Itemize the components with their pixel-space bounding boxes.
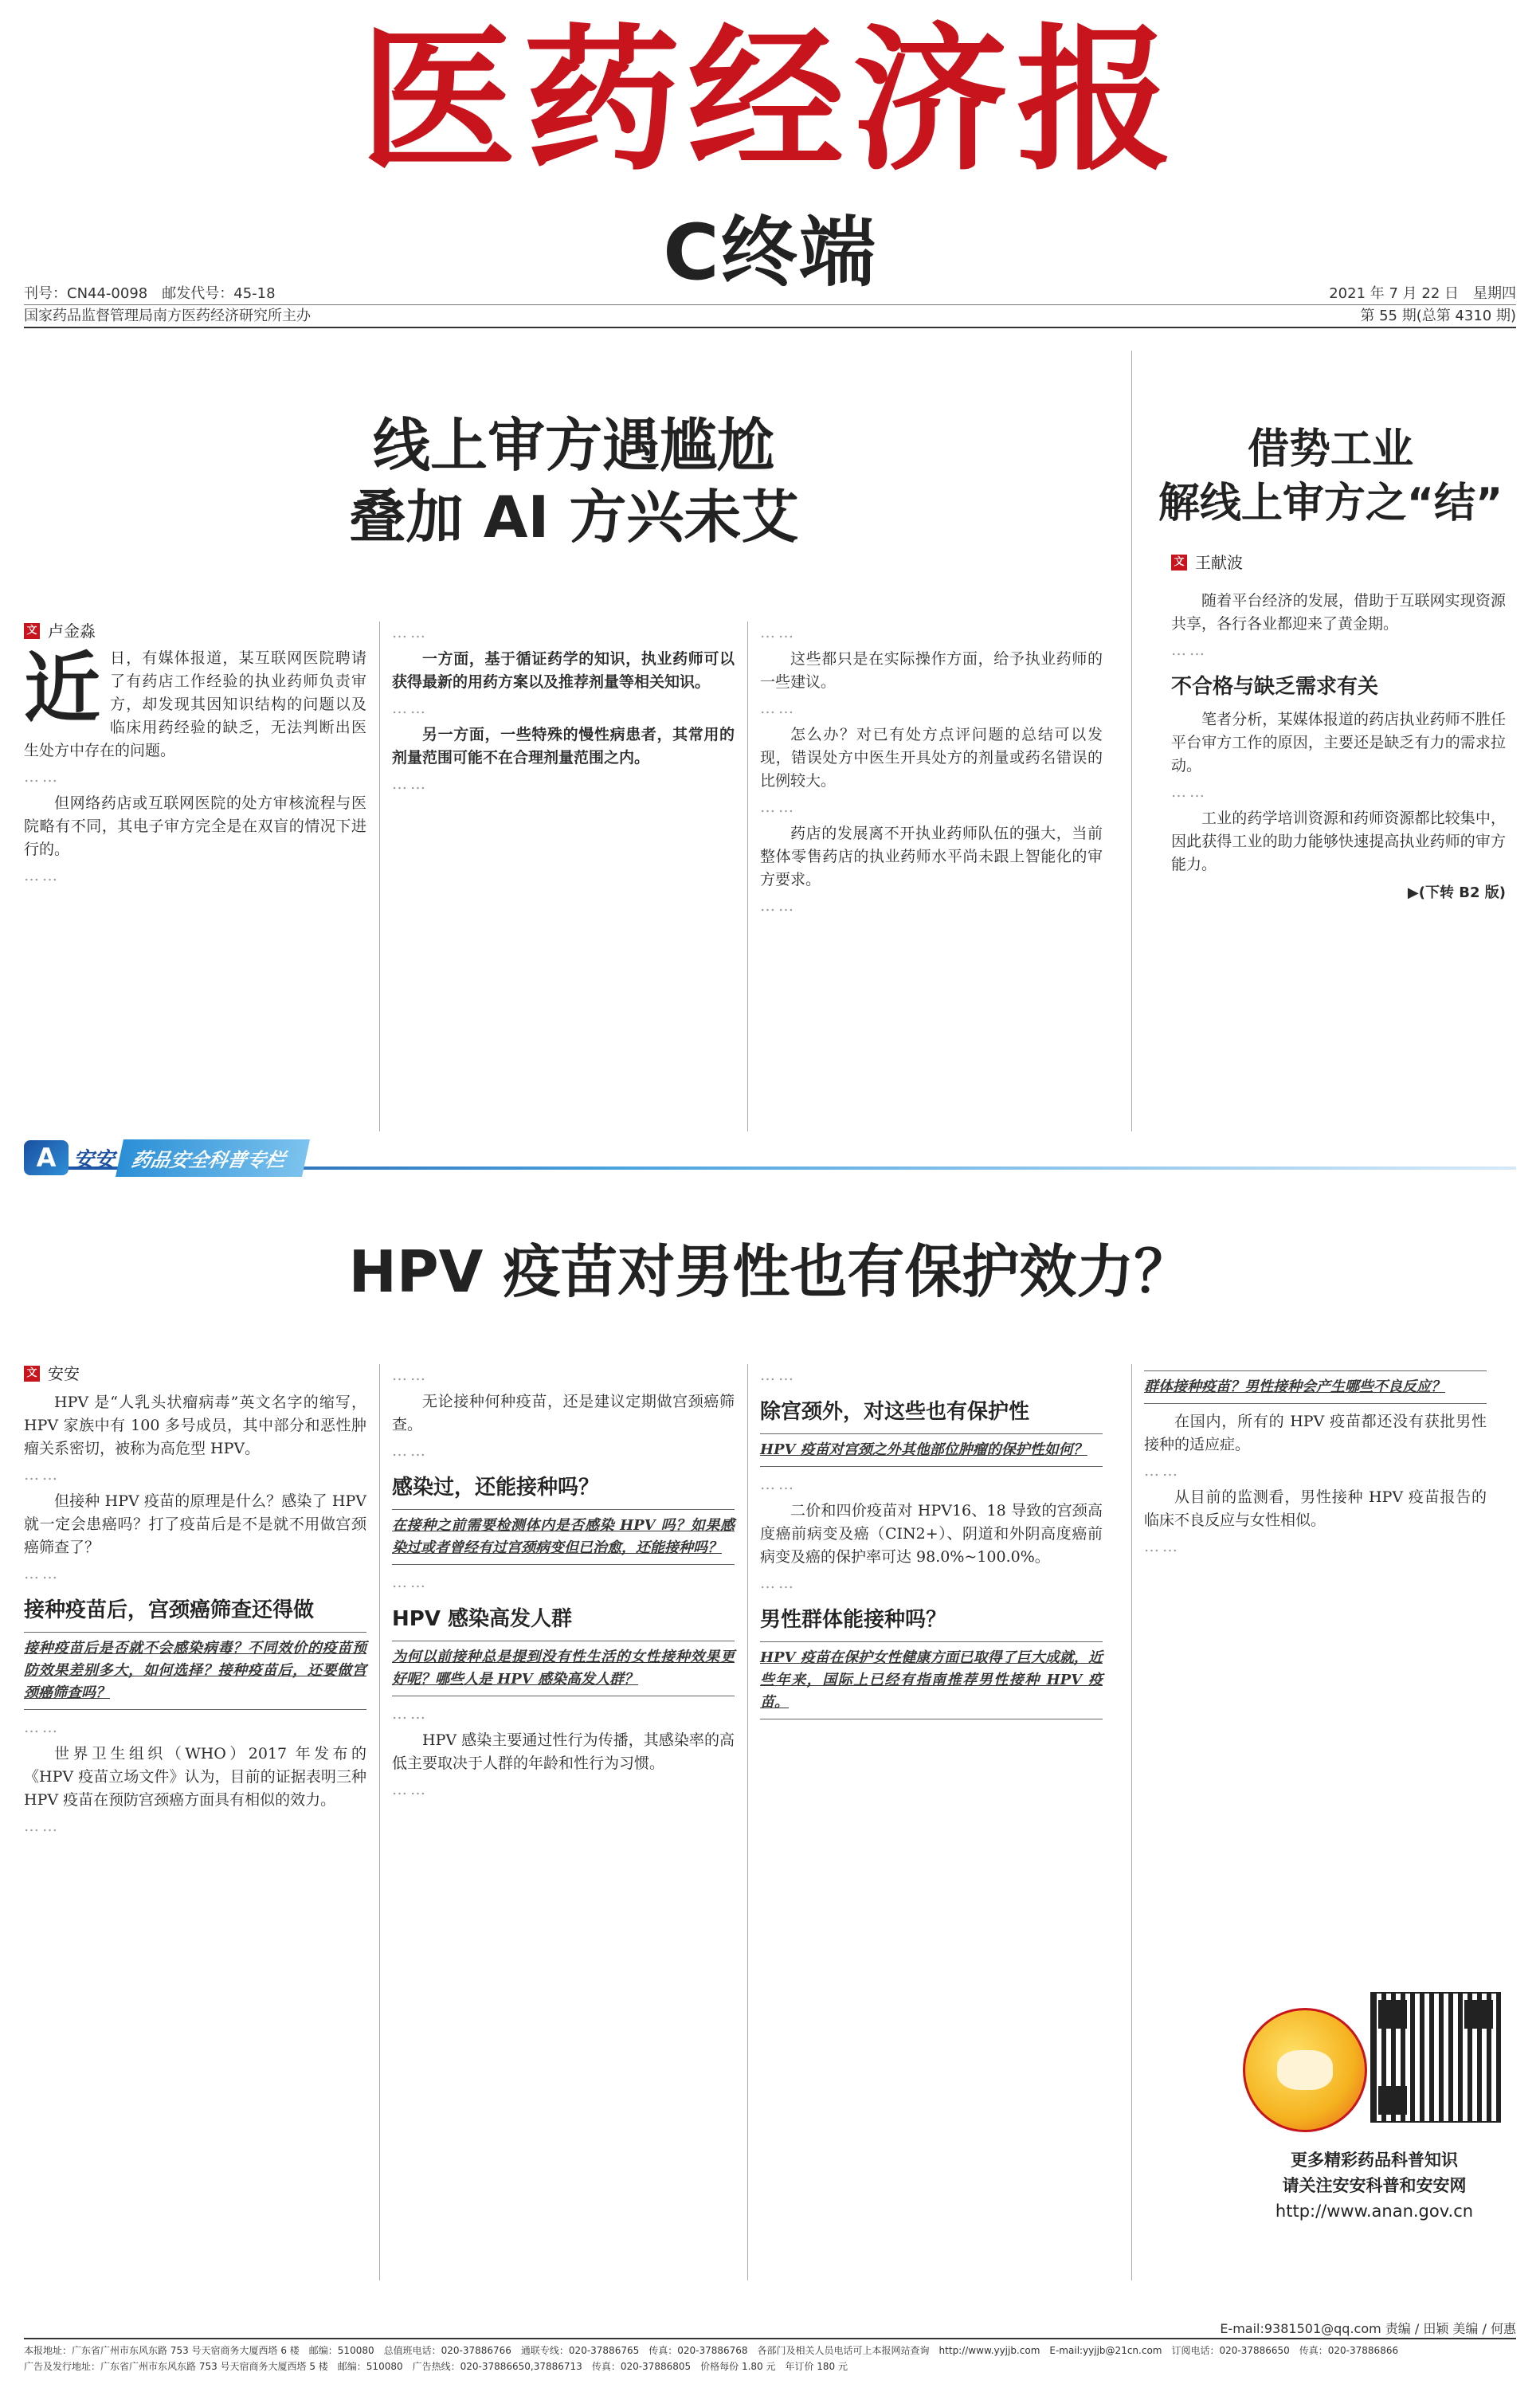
qa-question: 群体接种疫苗？男性接种会产生哪些不良反应？ (1144, 1370, 1487, 1404)
omitted-text: …… (392, 1781, 429, 1798)
omitted-text: …… (392, 1705, 429, 1723)
omitted-text: …… (760, 798, 797, 816)
omitted-text: …… (24, 1719, 61, 1736)
article2-subhead: 男性群体能接种吗？ (760, 1608, 947, 1632)
qr-caption-line2: 请关注安安科普和安安网 (1282, 2176, 1467, 2195)
date-text: 2021 年 7 月 22 日 星期四 (1329, 285, 1516, 302)
column-separator (379, 1364, 380, 2280)
article1-headline-line1: 线上审方遇尴尬 (372, 412, 774, 479)
sidebar-body (1171, 590, 1506, 904)
issue-text: 第 55 期(总第 4310 期) (1360, 308, 1516, 324)
omitted-text: …… (392, 1442, 429, 1460)
article1-headline-line2: 叠加 AI 方兴未艾 (348, 484, 799, 551)
article1-column-2 (392, 621, 735, 799)
article2-para: 无论接种何种疫苗，还是建议定期做宫颈癌筛查。 (392, 1393, 735, 1433)
footer-email-editors: E-mail:9381501@qq.com 责编 / 田颖 美编 / 何惠 (1220, 2321, 1516, 2336)
article2-para: 在国内，所有的 HPV 疫苗都还没有获批男性接种的适应症。 (1144, 1413, 1487, 1453)
column-separator (747, 621, 748, 1131)
article2-para: HPV 是“人乳头状瘤病毒”英文名字的缩写，HPV 家族中有 100 多号成员，其中部分和恶性肿瘤关系密切，被称为高危型 HPV。 (24, 1394, 366, 1457)
omitted-text: …… (24, 867, 61, 884)
qa-question: 为何以前接种总是提到没有性生活的女性接种效果更好呢？哪些人是 HPV 感染高发人群？ (392, 1641, 735, 1696)
edition-title: C终端 (663, 208, 877, 297)
qr-website-link[interactable]: http://www.anan.gov.cn (1275, 2202, 1474, 2221)
footer-address-line2: 广告及发行地址：广东省广州市东风东路 753 号天宿商务大厦西塔 5 楼 邮编：510080 广告热线：020-37886650,37886713 传真：020-37886805 价格每份 1.80 元 年订价 180 元 (24, 2361, 848, 2372)
omitted-text: …… (392, 1574, 429, 1591)
qa-question: HPV 疫苗在保护女性健康方面已取得了巨大成就，近些年来，国际上已经有指南推荐男性接种 HPV 疫苗。 (760, 1641, 1103, 1719)
article2-byline (24, 1364, 80, 1383)
anan-logo-icon: A (24, 1140, 69, 1175)
qa-question: 在接种之前需要检测体内是否感染 HPV 吗？如果感染过或者曾经有过宫颈病变但已治愈，还能接种吗？ (392, 1509, 735, 1565)
omitted-text: …… (392, 1366, 429, 1384)
sidebar-para: 随着平台经济的发展，借助于互联网实现资源共享，各行各业都迎来了黄金期。 (1171, 592, 1506, 633)
column-separator (1131, 1364, 1132, 2280)
omitted-text: …… (24, 1466, 61, 1484)
qr-promo-box (1243, 1992, 1506, 2247)
article2-column-1 (24, 1391, 366, 1841)
column-separator (747, 1364, 748, 2280)
qa-question: 接种疫苗后是否就不会感染病毒？不同效价的疫苗预防效果差别多大，如何选择？接种疫苗后，还要做宫颈癌筛查吗？ (24, 1632, 366, 1710)
masthead-rule (24, 327, 1516, 328)
qr-caption-line1: 更多精彩药品科普知识 (1291, 2151, 1458, 2170)
omitted-text: …… (760, 1574, 797, 1592)
article1-para: 这些都只是在实际操作方面，给予执业药师的一些建议。 (760, 650, 1103, 691)
omitted-text: …… (1171, 783, 1208, 801)
article1-para: 一方面，基于循证药学的知识，执业药师可以获得最新的用药方案以及推荐剂量等相关知识。 (392, 650, 735, 691)
omitted-text: …… (392, 624, 429, 641)
byline-mark-icon: 文 (24, 1366, 40, 1382)
sidebar-byline (1171, 553, 1243, 572)
continued-note: ▶(下转 B2 版) (1407, 884, 1506, 901)
footer-address-line1: 本报地址：广东省广州市东风东路 753 号天宿商务大厦西塔 6 楼 邮编：510080 总值班电话：020-37886766 通联专线：020-37886765 传真：020-37886768 各部门及相关人员电话可上本报网站查询 http://www.yyjjb.com E-mail:yyjjb@21cn.com 订阅电话：020-37886650 传真：020-37886866 (24, 2345, 1399, 2356)
omitted-text: …… (392, 775, 429, 793)
byline-mark-icon: 文 (24, 623, 40, 639)
omitted-text: …… (760, 1476, 797, 1493)
article1-byline (24, 621, 96, 641)
mascot-icon (1243, 2008, 1367, 2132)
omitted-text: …… (760, 1366, 797, 1384)
sidebar-para: 笔者分析，某媒体报道的药店执业药师不胜任平台审方工作的原因，主要还是缺乏有力的需求拉动。 (1171, 711, 1506, 774)
article1-para: 近日，有媒体报道，某互联网医院聘请了有药店工作经验的执业药师负责审方，却发现其因知识结构的问题以及临床用药经验的缺乏，无法判断出医生处方中存在的问题。 (24, 643, 366, 759)
article2-headline: HPV 疫苗对男性也有保护效力？ (348, 1238, 1192, 1305)
omitted-text: …… (392, 700, 429, 717)
sidebar-separator (1131, 351, 1132, 1131)
column-separator (379, 621, 380, 1131)
omitted-text: …… (1144, 1538, 1181, 1555)
masthead-title: 医药经济报 (359, 9, 1181, 192)
article1-para: 另一方面，一些特殊的慢性病患者，其常用的剂量范围可能不在合理剂量范围之内。 (392, 726, 735, 767)
omitted-text: …… (24, 1817, 61, 1835)
issn-text: 刊号：CN44-0098 邮发代号：45-18 (24, 285, 276, 302)
article2-para: HPV 感染主要通过性行为传播，其感染率的高低主要取决于人群的年龄和性行为习惯。 (392, 1731, 735, 1772)
qr-code-icon[interactable] (1370, 1992, 1501, 2123)
article1-dropcap: 近 (24, 643, 100, 733)
omitted-text: …… (760, 624, 797, 641)
article2-para: 世界卫生组织（WHO）2017 年发布的《HPV 疫苗立场文件》认为，目前的证据表明三种 HPV 疫苗在预防宫颈癌方面具有相似的效力。 (24, 1745, 366, 1809)
banner-brand: 安安 (73, 1147, 116, 1172)
article2-subhead: HPV 感染高发人群 (392, 1607, 572, 1631)
article1-column-3 (760, 621, 1103, 921)
masthead-divider (24, 304, 1516, 305)
article2-para: 从目前的监测看，男性接种 HPV 疫苗报告的临床不良反应与女性相似。 (1144, 1488, 1487, 1529)
article1-author: 卢金淼 (48, 621, 96, 641)
sponsor-text: 国家药品监督管理局南方医药经济研究所主办 (24, 308, 311, 324)
byline-mark-icon: 文 (1171, 555, 1187, 571)
omitted-text: …… (760, 700, 797, 717)
article2-column-3 (760, 1364, 1103, 1726)
article1-column-1 (24, 643, 366, 891)
article2-subhead: 感染过，还能接种吗？ (392, 1476, 600, 1500)
article2-para: 但接种 HPV 疫苗的原理是什么？感染了 HPV 就一定会患癌吗？打了疫苗后是不是就不用做宫颈癌筛查了？ (24, 1492, 366, 1556)
article2-column-2 (392, 1364, 735, 1805)
qa-question: HPV 疫苗对宫颈之外其他部位肿瘤的保护性如何？ (760, 1433, 1103, 1467)
article2-column-4 (1144, 1364, 1487, 1562)
omitted-text: …… (760, 897, 797, 915)
sidebar-subhead: 不合格与缺乏需求有关 (1171, 675, 1379, 699)
article2-subhead: 接种疫苗后，宫颈癌筛查还得做 (24, 1598, 315, 1622)
omitted-text: …… (24, 1565, 61, 1582)
sidebar-para: 工业的药学培训资源和药师资源都比较集中，因此获得工业的助力能够快速提高执业药师的审方能力。 (1171, 810, 1506, 873)
omitted-text: …… (1144, 1462, 1181, 1480)
article2-author: 安安 (48, 1364, 80, 1383)
article2-para: 二价和四价疫苗对 HPV16、18 导致的宫颈高度癌前病变及癌（CIN2+）、阴道和外阴高度癌前病变及癌的保护率可达 98.0%~100.0%。 (760, 1502, 1103, 1566)
sidebar-author: 王献波 (1195, 553, 1243, 572)
article1-para: 怎么办？对已有处方点评问题的总结可以发现，错误处方中医生开具处方的剂量或药名错误的比例较大。 (760, 726, 1103, 790)
omitted-text: …… (24, 768, 61, 786)
sidebar-headline-line1: 借势工业 (1247, 425, 1413, 473)
column-tag: 药品安全科普专栏 (116, 1139, 310, 1177)
mascot-face-icon (1277, 2050, 1333, 2090)
omitted-text: …… (1171, 641, 1208, 659)
article1-para: 但网络药店或互联网医院的处方审核流程与医院略有不同，其电子审方完全是在双盲的情况下进行的。 (24, 794, 366, 858)
footer-rule (24, 2338, 1516, 2339)
article1-para: 药店的发展离不开执业药师队伍的强大，当前整体零售药店的执业药师水平尚未跟上智能化的审方要求。 (760, 825, 1103, 888)
article2-subhead: 除宫颈外，对这些也有保护性 (760, 1400, 1030, 1424)
section-banner (24, 1138, 306, 1178)
sidebar-headline-line2: 解线上审方之“结” (1158, 480, 1503, 527)
